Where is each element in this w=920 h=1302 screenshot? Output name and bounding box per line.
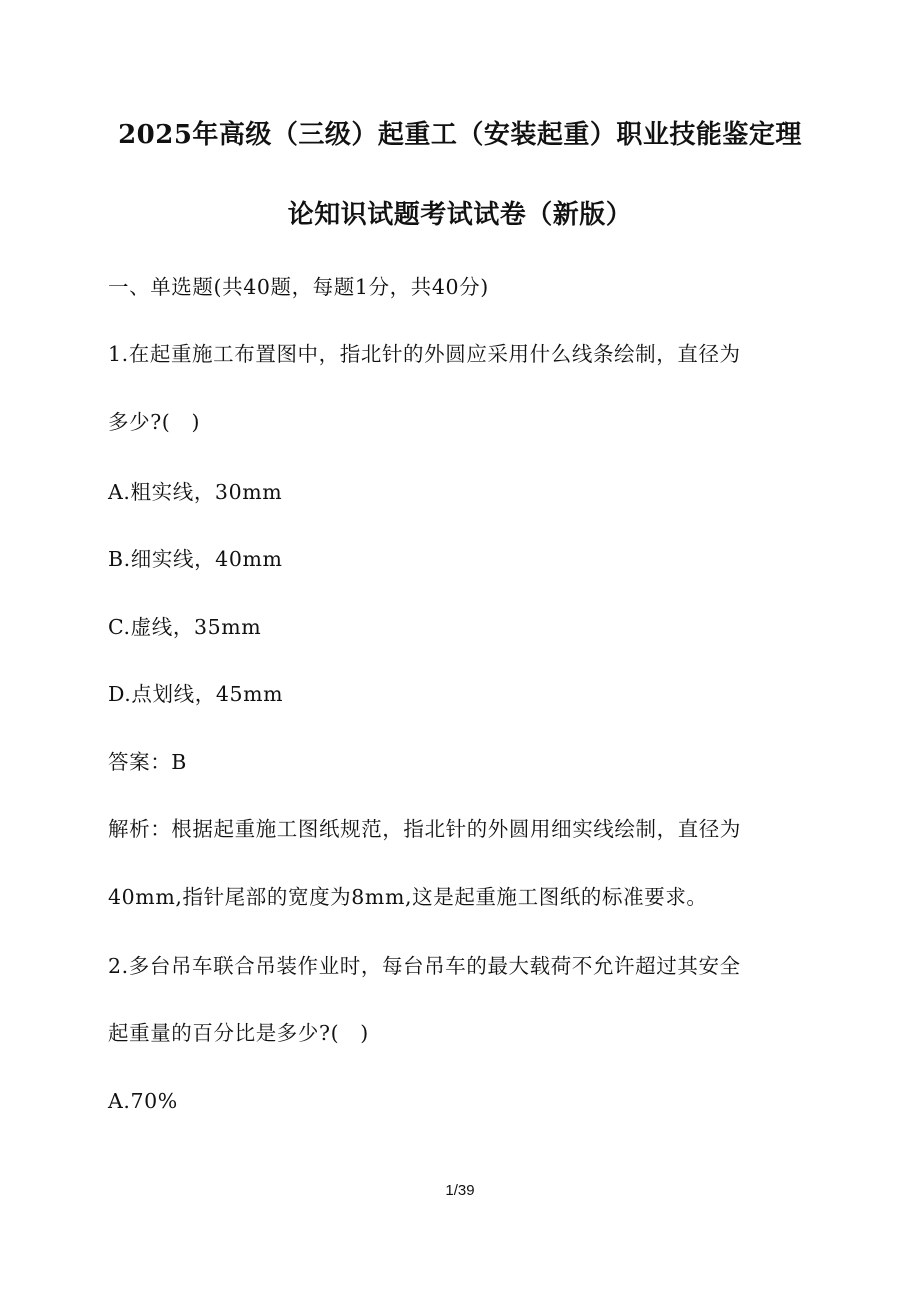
question-2-text: 2.多台吊车联合吊装作业时，每台吊车的最大载荷不允许超过其安全 <box>108 954 741 978</box>
question-1-option-c: C.虚线，35mm <box>108 615 262 639</box>
question-1-option-b: B.细实线，40mm <box>108 547 283 571</box>
question-1-analysis-cont: 40mm,指针尾部的宽度为8mm,这是起重施工图纸的标准要求。 <box>108 885 708 909</box>
question-1-answer: 答案：B <box>108 750 187 774</box>
page-number: 1/39 <box>445 1182 475 1199</box>
document-title-line-1: 2025年高级（三级）起重工（安装起重）职业技能鉴定理 <box>118 120 802 150</box>
document-title-line-2: 论知识试题考试试卷（新版） <box>287 200 633 230</box>
section-heading: 一、单选题(共40题，每题1分，共40分) <box>108 275 489 299</box>
question-1-option-a: A.粗实线，30mm <box>108 480 283 504</box>
question-1-option-d: D.点划线，45mm <box>108 682 284 706</box>
question-1-analysis: 解析：根据起重施工图纸规范，指北针的外圆用细实线绘制，直径为 <box>108 817 741 841</box>
question-1-text-cont: 多少?( ) <box>108 410 201 434</box>
question-2-text-cont: 起重量的百分比是多少?( ) <box>108 1021 369 1045</box>
question-2-option-a: A.70% <box>108 1089 178 1113</box>
question-1-text: 1.在起重施工布置图中，指北针的外圆应采用什么线条绘制，直径为 <box>108 342 741 366</box>
